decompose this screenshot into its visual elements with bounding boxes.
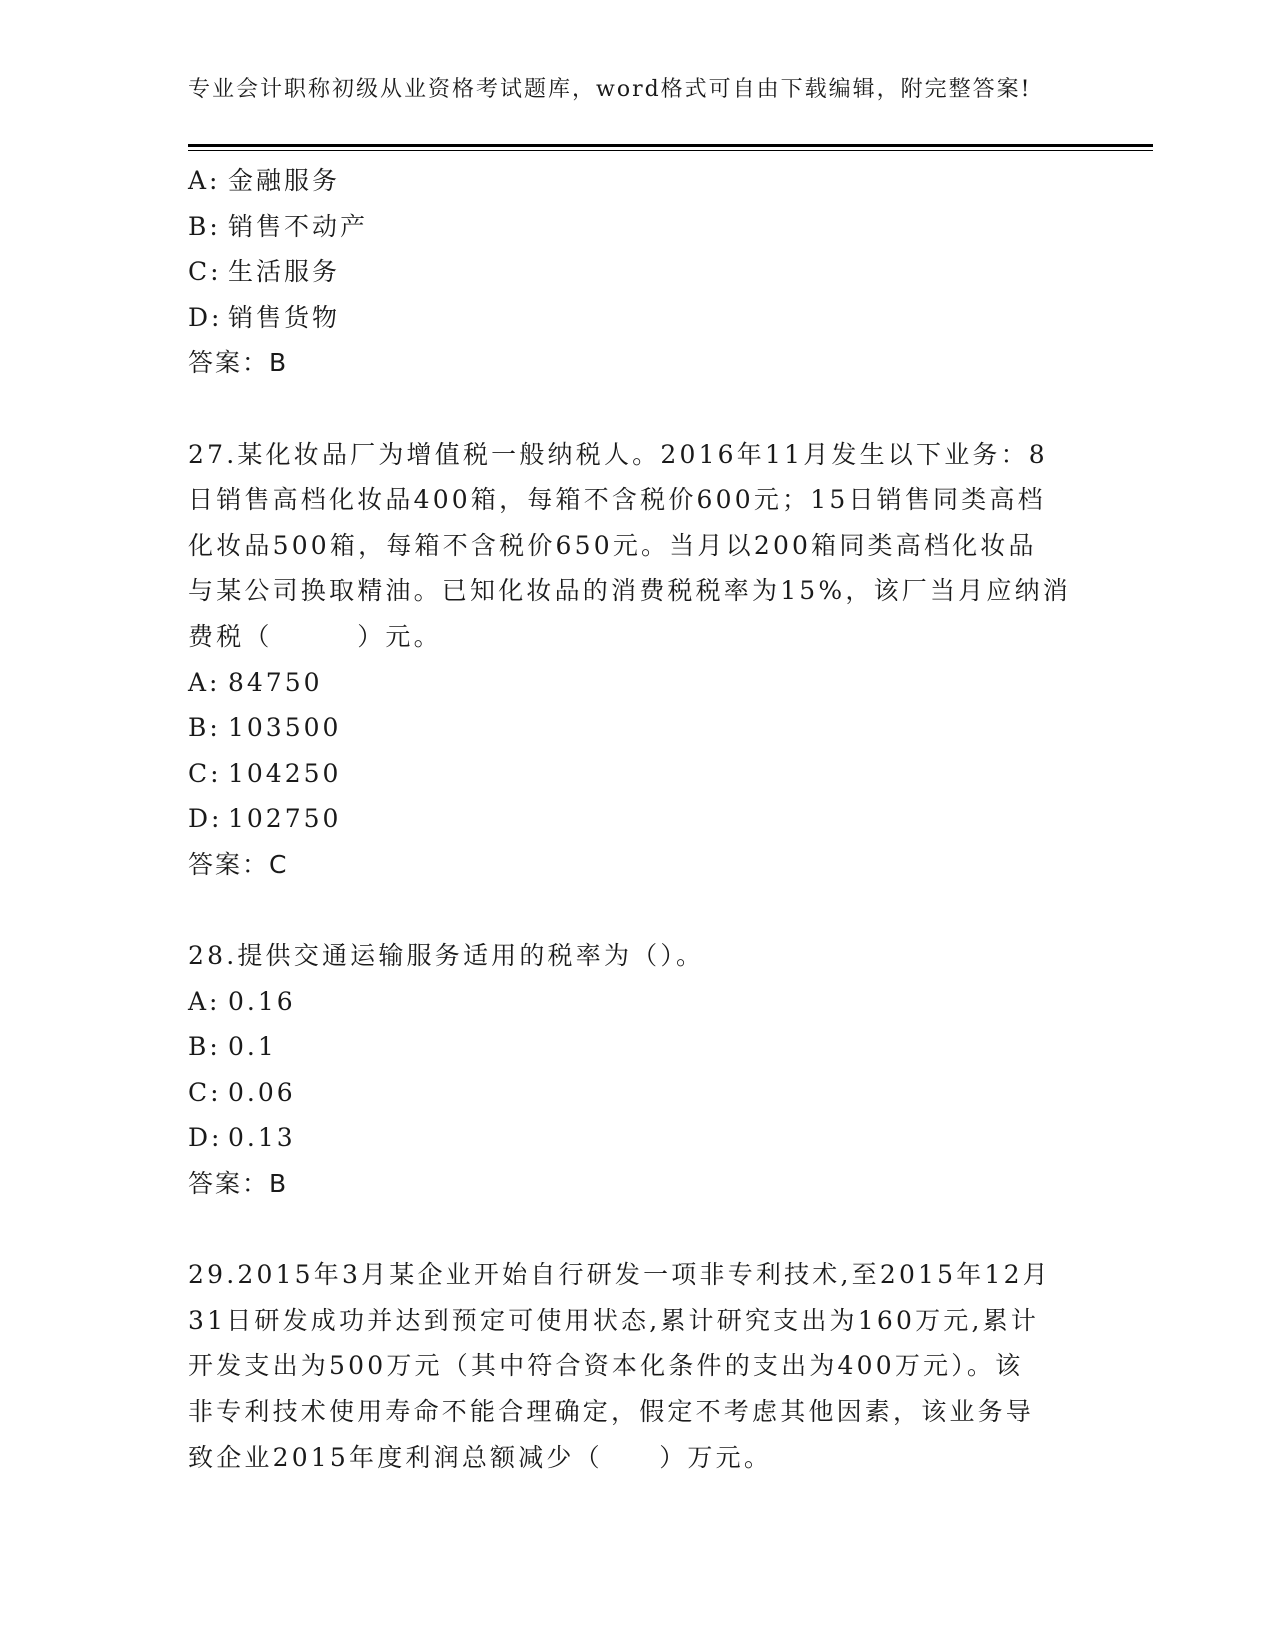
- option-d: D: 销售货物: [188, 302, 341, 332]
- spacer: [188, 386, 1088, 432]
- question-text-line: 与某公司换取精油。已知化妆品的消费税税率为15%，该厂当月应纳消: [188, 576, 1071, 606]
- question-27-options: [188, 660, 1088, 888]
- document-content: [188, 158, 1088, 1480]
- option-b: B: 销售不动产: [188, 211, 369, 241]
- question-28-options: [188, 979, 1088, 1207]
- question-text-line: 致企业2015年度利润总额减少（ ）万元。: [188, 1442, 773, 1472]
- page-header-title: 专业会计职称初级从业资格考试题库，word格式可自由下载编辑，附完整答案!: [188, 77, 1032, 102]
- question-text-line: 费税（ ）元。: [188, 621, 442, 651]
- question-28: [188, 933, 1088, 979]
- header-divider-thick: [188, 144, 1153, 147]
- option-b: B: 103500: [188, 713, 342, 743]
- question-text-line: 31日研发成功并达到预定可使用状态,累计研究支出为160万元,累计: [188, 1305, 1040, 1335]
- option-c: C: 104250: [188, 758, 342, 788]
- question-text-line: 非专利技术使用寿命不能合理确定，假定不考虑其他因素，该业务导: [188, 1397, 1035, 1427]
- option-c: C: 生活服务: [188, 257, 341, 287]
- option-c: C: 0.06: [188, 1077, 296, 1107]
- option-a: A: 金融服务: [188, 166, 341, 195]
- question-text-line: 化妆品500箱，每箱不含税价650元。当月以200箱同类高档化妆品: [188, 530, 1037, 560]
- answer-line: 答案：B: [188, 348, 289, 378]
- question-text-line: 27.某化妆品厂为增值税一般纳税人。2016年11月发生以下业务：8: [188, 439, 1048, 469]
- answer-line: 答案：C: [188, 849, 289, 879]
- question-27: [188, 432, 1088, 660]
- option-a: A: 0.16: [188, 986, 296, 1016]
- question-text-line: 28.提供交通运输服务适用的税率为（）。: [188, 941, 705, 971]
- question-26: [188, 158, 1088, 386]
- question-text-line: 29.2015年3月某企业开始自行研发一项非专利技术,至2015年12月: [188, 1260, 1051, 1290]
- question-text-line: 开发支出为500万元（其中符合资本化条件的支出为400万元）。该: [188, 1351, 1024, 1381]
- option-d: D: 0.13: [188, 1123, 296, 1153]
- option-b: B: 0.1: [188, 1032, 277, 1062]
- question-29: [188, 1252, 1088, 1480]
- answer-line: 答案：B: [188, 1169, 289, 1199]
- header-divider-thin: [188, 150, 1153, 151]
- option-a: A: 84750: [188, 667, 323, 697]
- spacer: [188, 1207, 1088, 1253]
- spacer: [188, 888, 1088, 934]
- option-d: D: 102750: [188, 804, 342, 834]
- question-text-line: 日销售高档化妆品400箱，每箱不含税价600元；15日销售同类高档: [188, 485, 1046, 515]
